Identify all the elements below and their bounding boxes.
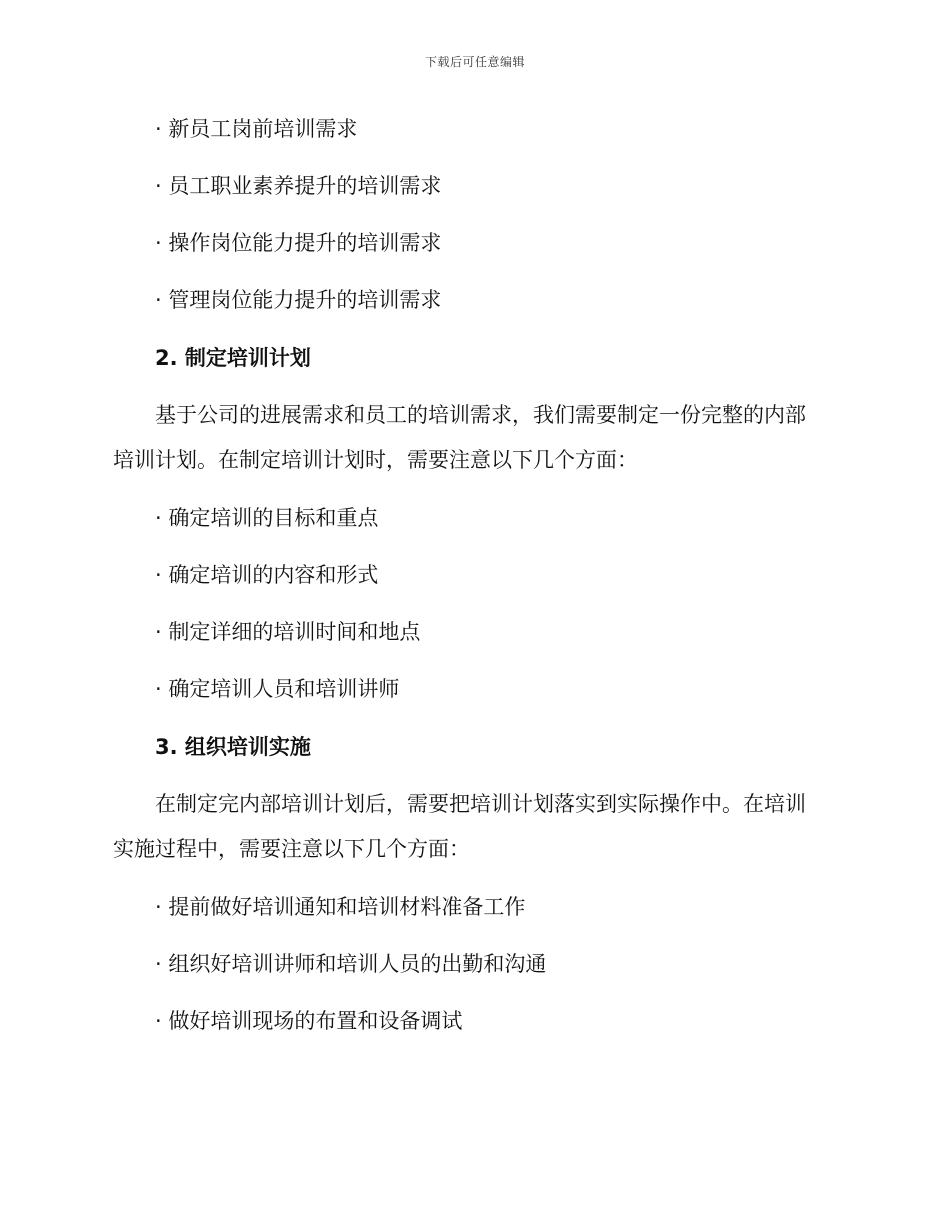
list-item: · 提前做好培训通知和培训材料准备工作 xyxy=(155,895,526,919)
list-item: · 管理岗位能力提升的培训需求 xyxy=(155,288,442,312)
list-item: · 操作岗位能力提升的培训需求 xyxy=(155,231,442,255)
paragraph-line: 培训计划。在制定培训计划时，需要注意以下几个方面： xyxy=(113,448,638,472)
paragraph-line: 基于公司的进展需求和员工的培训需求，我们需要制定一份完整的内部 xyxy=(155,403,806,427)
list-item: · 组织好培训讲师和培训人员的出勤和沟通 xyxy=(155,952,547,976)
list-item: · 确定培训的内容和形式 xyxy=(155,563,379,587)
paragraph-line: 在制定完内部培训计划后，需要把培训计划落实到实际操作中。在培训 xyxy=(155,792,806,816)
paragraph-line: 实施过程中，需要注意以下几个方面： xyxy=(113,837,470,861)
section-heading: 2. 制定培训计划 xyxy=(155,346,311,370)
list-item: · 确定培训人员和培训讲师 xyxy=(155,677,400,701)
list-item: · 新员工岗前培训需求 xyxy=(155,117,358,141)
section-heading: 3. 组织培训实施 xyxy=(155,735,311,759)
list-item: · 做好培训现场的布置和设备调试 xyxy=(155,1009,463,1033)
list-item: · 制定详细的培训时间和地点 xyxy=(155,620,421,644)
list-item: · 确定培训的目标和重点 xyxy=(155,506,379,530)
list-item: · 员工职业素养提升的培训需求 xyxy=(155,174,442,198)
page-header: 下载后可任意编辑 xyxy=(424,55,525,69)
